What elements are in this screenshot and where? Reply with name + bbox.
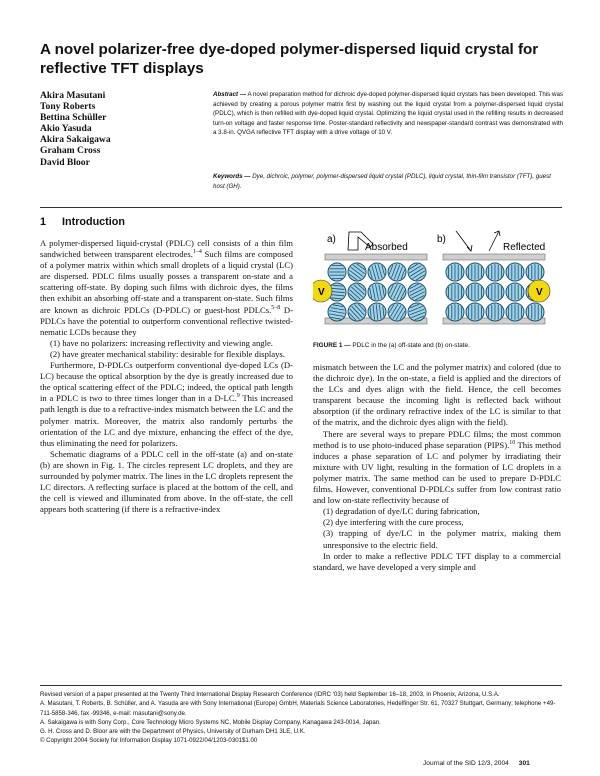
figure-1-pdlc-diagram: [313, 228, 565, 336]
journal-citation: Journal of the SID 12/3, 2004: [423, 760, 509, 767]
footnote: © Copyright 2004 Society for Information Display 1071-0922/04/1203-0301$1.00: [40, 737, 258, 745]
incoming-light-head: [467, 245, 472, 251]
footnote: A. Sakaigawa is with Sony Corp., Core Technology Micro Systems NC, Mobile Display Company, Kanagawa 243-0014, Japan.: [40, 718, 381, 726]
list-item: (2) dye interfering with the cure process,: [323, 517, 464, 528]
section-heading: [40, 216, 125, 228]
footnote: A. Masutani, T. Roberts, B. Schüller, and A. Yasuda are with Sony International (Europe) GmbH, Materials Science Laboratories, Hedelfinger Str. 61, 70327 Stuttgart, Germany; telephone +49-711-5858-346, fax -99346, e-mail: masutani@sony.de.: [40, 700, 556, 717]
author: Akira Sakaigawa: [40, 134, 111, 146]
voltage-label-a: V: [318, 287, 325, 298]
page-number: 301: [518, 760, 530, 767]
panel-label-b: b): [437, 234, 446, 245]
paragraph: Schematic diagrams of a PDLC cell in the off-state (a) and on-state (b) are shown in Fig. 1. The circles represent LC droplets, and they are surrounded by polymer matrix. The lines in the LC droplets represent the LC directors. A reflecting surface is placed at the bottom of the cell, and the cell is viewed and illuminated from above. In the off-state, the cell appears both scattering (if there is a refractive-index: [40, 448, 293, 515]
citation: 9: [236, 393, 240, 400]
header-divider: [40, 207, 562, 208]
paragraph: A polymer-dispersed liquid-crystal (PDLC) cell consists of a thin film sandwiched between transparent electrodes.$^{1-4}$ Such films are composed of a polymer matrix within which small droplets of a liquid crystal (LC) are dispersed. PDLC films usually posses a transparent on-state and a scattering off-state. By doping such films with dichroic dyes, the films then exhibit an absorbing off-state and a transparent on-state. Such films are known as dichroic PDLCs (D-PDLC) or guest-host PDLCs.$^{5-8}$ D-PDLCs have the potential to outperform conventional reflective twisted-nematic LCDs because they: [40, 238, 293, 337]
footnote: Revised version of a paper presented at the Twenty Third International Display Research Conference (IDRC '03) held September 16–18, 2003, in Phoenix, Arizona, U.S.A.: [40, 691, 500, 698]
list-item: (2) have greater mechanical stability: desirable for flexible displays.: [50, 348, 285, 359]
incoming-light-ray: [456, 231, 471, 251]
paragraph: Furthermore, D-PDLCs outperform conventional dye-doped LCs (D-LC) because the optical absorption by the dye is greatly increased due to the optical scattering effect of the PDLC; indeed, the optical path length in a PDLC is two to three times longer than in a D-LC.$^9$ This increased path length is due to a refractive-index mismatch between the LC and the polymer matrix. Moreover, the matrix also randomly perturbs the orientation of the LC and dye mixture, enhancing the effect of the dye, thus eliminating the need for polarizers.: [40, 360, 293, 448]
panel-b: [437, 231, 550, 324]
figure-caption: [313, 342, 470, 349]
author: David Bloor: [40, 156, 90, 168]
caption-label: FIGURE 1 —: [313, 342, 351, 349]
voltage-label-b: V: [536, 287, 543, 298]
list-item: (3) trapping of dye/LC in the polymer matrix, making them unresponsive to the electric field.: [323, 528, 561, 550]
footnote: G. H. Cross and D. Bloor are with the Department of Physics, University of Durham DH1 3LE, U.K.: [40, 728, 306, 736]
citation: 1–4: [192, 249, 202, 256]
page-footer: [423, 760, 530, 767]
left-column: [40, 238, 293, 515]
paragraph: mismatch between the LC and the polymer matrix) and colored (due to the dichroic dye). In the on-state, a field is applied and the directors of the LCs and dyes align with the field. Hence, the cell becomes transparent because the incoming light is reflected back without absorption (if the ordinary refractive index of the LC is similar to that of the matrix, and the dichroic dyes align with the field).: [313, 362, 561, 428]
author: Akira Masutani: [40, 90, 106, 101]
paragraph: There are several ways to prepare PDLC films; the most common method is to use photo-induced phase separation (PIPS).$^{10}$ This method induces a phase separation of LC and polymer by irradiating their mixture with UV light, resulting in the formation of LC droplets in a polymer matrix. The same method can be used to prepare D-PDLC films. However, conventional D-PDLCs suffer from low contrast ratio and low on-state reflectivity because of: [313, 428, 561, 506]
keywords-text: Dye, dichroic, polymer, polymer-dispersed liquid crystal (PDLC), liquid crystal, thin-film transistor (TFT), guest host (GH).: [213, 173, 551, 190]
footnotes: [40, 690, 564, 746]
panel-a: [313, 232, 427, 324]
author: Graham Cross: [40, 145, 101, 157]
panel-label-a: a): [327, 234, 336, 245]
abstract: [213, 90, 563, 138]
list-item: (1) have no polarizers: increasing reflectivity and viewing angle.: [50, 337, 273, 348]
keywords: [213, 172, 563, 191]
author: Tony Roberts: [40, 101, 96, 113]
author: Bettina Schüller: [40, 112, 107, 124]
abstract-label: Abstract —: [213, 91, 247, 98]
reflected-light-ray: [489, 231, 499, 251]
abstract-text: A novel preparation method for dichroic dye-doped polymer-dispersed liquid crystals has been developed. This was achieved by creating a porous polymer matrix first by washing out the liquid crystal from a polymer-dispersed liquid crystal (PDLC), which is then refilled with dye-doped liquid crystal. Optimizing the liquid crystal used in the refilling results in decreased turn-on voltage and faster response time. Poster-standard reflectivity and newspaper-standard contrast was demonstrated with a 3.8-in. QVGA reflective TFT display with a drive voltage of 10 V.: [213, 91, 563, 137]
paragraph: In order to make a reflective PDLC TFT display to a commercial standard, we have developed a very simple and: [313, 550, 561, 572]
list-item: (1) degradation of dye/LC during fabrication,: [323, 506, 480, 517]
author: Akio Yasuda: [40, 123, 92, 135]
absorbed-label: Absorbed: [365, 242, 408, 253]
caption-text: PDLC in the (a) off-state and (b) on-state.: [352, 342, 470, 349]
reflected-label: Reflected: [503, 242, 546, 253]
section-number: 1: [40, 216, 47, 228]
author-list: [40, 90, 190, 168]
paper-title: A novel polarizer-free dye-doped polymer-dispersed liquid crystal for reflective TFT displays: [40, 41, 539, 77]
citation: 10: [509, 439, 516, 446]
footnote-divider: [40, 685, 562, 686]
top-electrode: [325, 254, 427, 260]
top-electrode: [443, 254, 545, 260]
citation: 5–8: [271, 304, 281, 311]
section-title: Introduction: [62, 216, 125, 228]
lc-droplets-off: [328, 263, 426, 321]
keywords-label: Keywords —: [213, 173, 251, 180]
right-column: [313, 362, 561, 573]
